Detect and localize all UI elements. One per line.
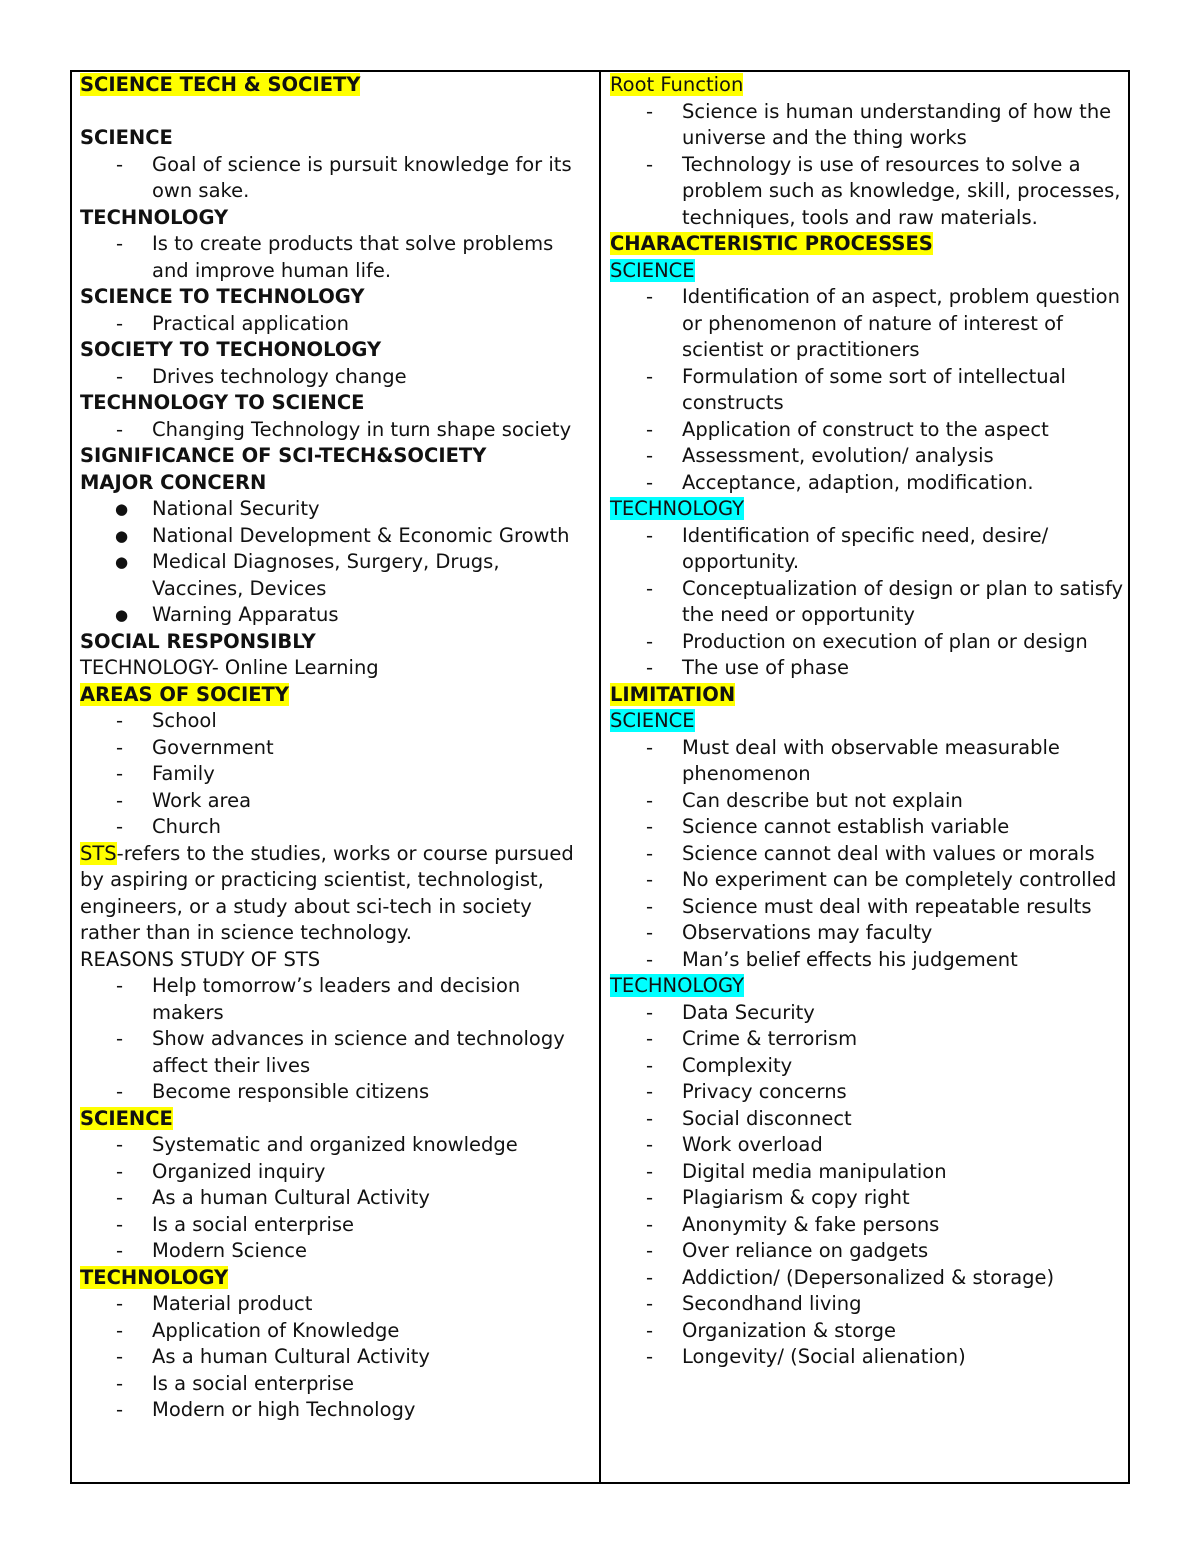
- list-item-text: Show advances in science and technology affect their lives: [152, 1027, 565, 1077]
- list-item-text: Become responsible citizens: [152, 1080, 430, 1103]
- dash-marker-icon: -: [646, 788, 654, 812]
- list-item-text: Drives technology change: [152, 364, 407, 388]
- dash-marker-icon: -: [116, 815, 124, 838]
- list-item-text: Systematic and organized knowledge: [152, 1133, 518, 1156]
- list-item-text: Organization & storge: [682, 1318, 897, 1342]
- list-item: [80, 1397, 592, 1424]
- list-item-text: Work overload: [682, 1133, 823, 1156]
- list-item-text: Modern or high Technology: [152, 1398, 416, 1421]
- list-item-text: Crime & terrorism: [682, 1027, 858, 1050]
- technology-heading: TECHNOLOGY: [80, 205, 229, 229]
- dash-marker-icon: -: [646, 921, 654, 944]
- dash-marker-icon: -: [646, 629, 654, 653]
- major-concern-list: [80, 496, 592, 629]
- document-title: SCIENCE TECH & SOCIETY: [80, 73, 361, 96]
- list-item-text: Acceptance, adaption, modification.: [682, 470, 1034, 494]
- reasons-heading: REASONS STUDY OF STS: [80, 947, 321, 971]
- list-item: [610, 920, 1125, 947]
- root-function-heading: Root Function: [610, 73, 744, 96]
- limitation-technology-heading: TECHNOLOGY: [610, 974, 745, 997]
- list-item-text: Modern Science: [152, 1239, 307, 1262]
- list-item: [610, 735, 1125, 788]
- list-item-text: Application of Knowledge: [152, 1318, 400, 1342]
- dash-marker-icon: -: [116, 1159, 124, 1183]
- list-item: [610, 814, 1125, 841]
- science-list-2: [80, 1132, 592, 1265]
- list-item: [610, 470, 1125, 497]
- list-item-text: Social disconnect: [682, 1106, 852, 1130]
- science-to-technology-heading: SCIENCE TO TECHNOLOGY: [80, 285, 365, 308]
- list-item-text: Over reliance on gadgets: [682, 1239, 929, 1262]
- list-item: [610, 284, 1125, 364]
- characteristic-processes-heading: CHARACTERISTIC PROCESSES: [610, 232, 933, 255]
- list-item: [80, 1344, 592, 1371]
- list-item-text: Production on execution of plan or design: [682, 629, 1088, 653]
- dash-marker-icon: -: [646, 1265, 654, 1289]
- science-heading: SCIENCE: [80, 126, 173, 149]
- list-item-text: Help tomorrow’s leaders and decision makers: [152, 974, 521, 1024]
- dash-marker-icon: -: [646, 417, 654, 441]
- dash-marker-icon: -: [646, 1133, 654, 1156]
- dash-marker-icon: -: [646, 285, 654, 308]
- dash-marker-icon: -: [646, 815, 654, 838]
- list-item-text: The use of phase: [682, 656, 850, 679]
- technology-heading-2: TECHNOLOGY: [80, 1265, 229, 1289]
- list-item-text: Is a social enterprise: [152, 1371, 355, 1395]
- list-item: [80, 152, 592, 205]
- dash-marker-icon: -: [646, 868, 654, 891]
- list-item: [610, 1291, 1125, 1318]
- list-item: [610, 443, 1125, 470]
- list-item: [610, 576, 1125, 629]
- list-item-text: National Development & Economic Growth: [152, 523, 570, 547]
- list-item: [610, 1106, 1125, 1133]
- list-item: [610, 894, 1125, 921]
- dash-marker-icon: -: [646, 1186, 654, 1209]
- bullet-list-item: [80, 602, 592, 629]
- list-item-text: Must deal with observable measurable phenomenon: [682, 735, 1060, 785]
- list-item-text: Science is human understanding of how the universe and the thing works: [682, 99, 1112, 149]
- list-item-text: Is to create products that solve problems and improve human life.: [152, 232, 554, 282]
- science-list: [80, 152, 592, 205]
- dash-marker-icon: -: [116, 417, 124, 441]
- dash-marker-icon: -: [116, 1133, 124, 1156]
- list-item: [80, 364, 592, 391]
- list-item-text: Digital media manipulation: [682, 1159, 947, 1183]
- dash-marker-icon: -: [116, 788, 124, 812]
- dash-marker-icon: -: [646, 1212, 654, 1236]
- list-item: [80, 1371, 592, 1398]
- char-science-heading: SCIENCE: [610, 258, 695, 282]
- list-item: [610, 1265, 1125, 1292]
- areas-of-society-list: [80, 708, 592, 841]
- reasons-list: [80, 973, 592, 1106]
- list-item-text: No experiment can be completely controlled: [682, 868, 1117, 891]
- science-to-technology-list: [80, 311, 592, 338]
- dash-marker-icon: -: [116, 1292, 124, 1315]
- list-item-text: Formulation of some sort of intellectual constructs: [682, 364, 1066, 414]
- list-item: [610, 867, 1125, 894]
- list-item-text: Observations may faculty: [682, 921, 933, 944]
- char-technology-heading: TECHNOLOGY: [610, 497, 745, 520]
- dash-marker-icon: -: [646, 523, 654, 547]
- list-item-text: As a human Cultural Activity: [152, 1186, 430, 1209]
- dash-marker-icon: -: [646, 1080, 654, 1103]
- significance-heading: SIGNIFICANCE OF SCI-TECH&SOCIETY: [80, 444, 487, 467]
- list-item-text: As a human Cultural Activity: [152, 1345, 430, 1368]
- list-item: [610, 1132, 1125, 1159]
- limitation-science-heading: SCIENCE: [610, 709, 695, 732]
- dash-marker-icon: -: [116, 974, 124, 997]
- dash-marker-icon: -: [646, 576, 654, 600]
- list-item: [80, 788, 592, 815]
- list-item: [80, 1291, 592, 1318]
- dash-marker-icon: -: [646, 99, 654, 123]
- list-item-text: Addiction/ (Depersonalized & storage): [682, 1265, 1055, 1289]
- list-item-text: Is a social enterprise: [152, 1212, 355, 1236]
- list-item-text: National Security: [152, 497, 320, 520]
- list-item-text: Longevity/ (Social alienation): [682, 1345, 966, 1368]
- list-item: [80, 1318, 592, 1345]
- list-item-text: Privacy concerns: [682, 1080, 847, 1103]
- dash-marker-icon: -: [116, 152, 124, 176]
- list-item-text: Church: [152, 815, 222, 838]
- dash-marker-icon: -: [646, 1159, 654, 1183]
- list-item-text: Man’s belief effects his judgement: [682, 947, 1018, 971]
- technology-list-2: [80, 1291, 592, 1424]
- dash-marker-icon: -: [646, 1053, 654, 1077]
- dash-marker-icon: -: [116, 709, 124, 732]
- list-item: [610, 152, 1125, 232]
- list-item-text: Science cannot establish variable: [682, 815, 1010, 838]
- dash-marker-icon: -: [646, 364, 654, 388]
- technology-list: [80, 231, 592, 284]
- left-column: [80, 72, 592, 1424]
- list-item-text: Warning Apparatus: [152, 603, 339, 626]
- list-item-text: Complexity: [682, 1053, 793, 1077]
- list-item: [610, 1079, 1125, 1106]
- list-item-text: Changing Technology in turn shape society: [152, 417, 572, 441]
- bullet-list-item: [80, 549, 592, 602]
- dash-marker-icon: -: [646, 152, 654, 176]
- dash-marker-icon: -: [646, 894, 654, 918]
- dash-marker-icon: -: [116, 232, 124, 255]
- list-item: [610, 841, 1125, 868]
- dash-marker-icon: -: [646, 1027, 654, 1050]
- dash-marker-icon: -: [646, 1239, 654, 1262]
- list-item-text: Conceptualization of design or plan to satisfy the need or opportunity: [682, 576, 1124, 626]
- list-item-text: Data Security: [682, 1000, 815, 1024]
- list-item: [610, 1053, 1125, 1080]
- limitation-technology-list: [610, 1000, 1125, 1371]
- list-item-text: Medical Diagnoses, Surgery, Drugs, Vaccines, Devices: [152, 550, 500, 600]
- list-item: [610, 1159, 1125, 1186]
- technology-to-science-heading: TECHNOLOGY TO SCIENCE: [80, 391, 365, 414]
- list-item: [610, 1185, 1125, 1212]
- dash-marker-icon: -: [116, 1318, 124, 1342]
- list-item-text: Goal of science is pursuit knowledge for its own sake.: [152, 152, 572, 202]
- list-item: [80, 231, 592, 284]
- list-item: [610, 655, 1125, 682]
- list-item: [80, 1185, 592, 1212]
- dash-marker-icon: -: [116, 1371, 124, 1395]
- list-item: [610, 1000, 1125, 1027]
- list-item-text: Can describe but not explain: [682, 788, 963, 812]
- list-item: [80, 417, 592, 444]
- list-item: [80, 1212, 592, 1239]
- society-to-technology-heading: SOCIETY TO TECHONOLOGY: [80, 338, 382, 361]
- dash-marker-icon: -: [116, 762, 124, 785]
- list-item-text: Practical application: [152, 311, 350, 335]
- major-concern-heading: MAJOR CONCERN: [80, 470, 267, 494]
- dash-marker-icon: -: [646, 735, 654, 759]
- dash-marker-icon: -: [116, 1186, 124, 1209]
- list-item: [610, 523, 1125, 576]
- list-item-text: Science must deal with repeatable results: [682, 894, 1092, 918]
- list-item-text: School: [152, 709, 217, 732]
- list-item-text: Anonymity & fake persons: [682, 1212, 940, 1236]
- list-item: [610, 1212, 1125, 1239]
- list-item: [80, 735, 592, 762]
- list-item-text: Organized inquiry: [152, 1159, 326, 1183]
- list-item: [610, 417, 1125, 444]
- dash-marker-icon: -: [646, 1345, 654, 1368]
- list-item: [80, 973, 592, 1026]
- dash-marker-icon: -: [116, 1080, 124, 1103]
- list-item-text: Secondhand living: [682, 1292, 862, 1315]
- list-item-text: Plagiarism & copy right: [682, 1186, 910, 1209]
- dash-marker-icon: -: [646, 656, 654, 679]
- list-item: [80, 761, 592, 788]
- bullet-marker-icon: ●: [115, 553, 129, 571]
- list-item: [610, 1026, 1125, 1053]
- list-item: [610, 629, 1125, 656]
- list-item-text: Technology is use of resources to solve a problem such as knowledge, skill, processes, techniques, tools and raw materials.: [682, 152, 1121, 229]
- list-item: [610, 1238, 1125, 1265]
- areas-of-society-heading: AREAS OF SOCIETY: [80, 682, 289, 706]
- sts-term: STS: [80, 841, 117, 865]
- list-item: [80, 814, 592, 841]
- bullet-list-item: [80, 523, 592, 550]
- list-item: [80, 708, 592, 735]
- root-function-list: [610, 99, 1125, 232]
- dash-marker-icon: -: [646, 1106, 654, 1130]
- list-item: [80, 1026, 592, 1079]
- list-item-text: Application of construct to the aspect: [682, 417, 1049, 441]
- dash-marker-icon: -: [646, 1292, 654, 1315]
- science-heading-2: SCIENCE: [80, 1106, 173, 1130]
- dash-marker-icon: -: [646, 470, 654, 494]
- list-item-text: Family: [152, 762, 215, 785]
- society-to-technology-list: [80, 364, 592, 391]
- list-item-text: Material product: [152, 1292, 313, 1315]
- limitation-heading: LIMITATION: [610, 682, 736, 706]
- list-item: [80, 1159, 592, 1186]
- dash-marker-icon: -: [646, 1000, 654, 1024]
- list-item-text: Assessment, evolution/ analysis: [682, 444, 994, 467]
- list-item: [80, 1079, 592, 1106]
- list-item: [80, 1132, 592, 1159]
- list-item: [80, 1238, 592, 1265]
- list-item: [610, 1318, 1125, 1345]
- char-technology-list: [610, 523, 1125, 682]
- dash-marker-icon: -: [646, 1318, 654, 1342]
- dash-marker-icon: -: [116, 311, 124, 335]
- dash-marker-icon: -: [116, 1027, 124, 1050]
- list-item: [610, 99, 1125, 152]
- dash-marker-icon: -: [116, 1345, 124, 1368]
- list-item: [610, 364, 1125, 417]
- social-responsibly-heading: SOCIAL RESPONSIBLY: [80, 629, 316, 653]
- list-item-text: Government: [152, 735, 274, 759]
- list-item-text: Work area: [152, 788, 252, 812]
- dash-marker-icon: -: [646, 947, 654, 971]
- bullet-list-item: [80, 496, 592, 523]
- right-column: [610, 72, 1125, 1371]
- dash-marker-icon: -: [646, 841, 654, 865]
- limitation-science-list: [610, 735, 1125, 974]
- list-item: [610, 788, 1125, 815]
- dash-marker-icon: -: [116, 1398, 124, 1421]
- dash-marker-icon: -: [116, 364, 124, 388]
- bullet-marker-icon: ●: [115, 500, 129, 518]
- list-item: [610, 947, 1125, 974]
- dash-marker-icon: -: [116, 1212, 124, 1236]
- dash-marker-icon: -: [116, 1239, 124, 1262]
- dash-marker-icon: -: [646, 444, 654, 467]
- list-item: [80, 311, 592, 338]
- bullet-marker-icon: ●: [115, 606, 129, 624]
- list-item-text: Identification of an aspect, problem question or phenomenon of nature of interest of scientist or practitioners: [682, 285, 1120, 361]
- dash-marker-icon: -: [116, 735, 124, 759]
- sts-definition: -refers to the studies, works or course pursued by aspiring or practicing scientist, technologist, engineers, or a study about sci-tech in society rather than in science technology.: [80, 841, 574, 944]
- technology-online-learning: TECHNOLOGY- Online Learning: [80, 656, 379, 679]
- list-item-text: Identification of specific need, desire/ opportunity.: [682, 523, 1049, 573]
- list-item-text: Science cannot deal with values or morals: [682, 841, 1095, 865]
- bullet-marker-icon: ●: [115, 526, 129, 545]
- technology-to-science-list: [80, 417, 592, 444]
- column-divider: [599, 70, 601, 1484]
- char-science-list: [610, 284, 1125, 496]
- sts-paragraph: [80, 841, 592, 947]
- list-item: [610, 1344, 1125, 1371]
